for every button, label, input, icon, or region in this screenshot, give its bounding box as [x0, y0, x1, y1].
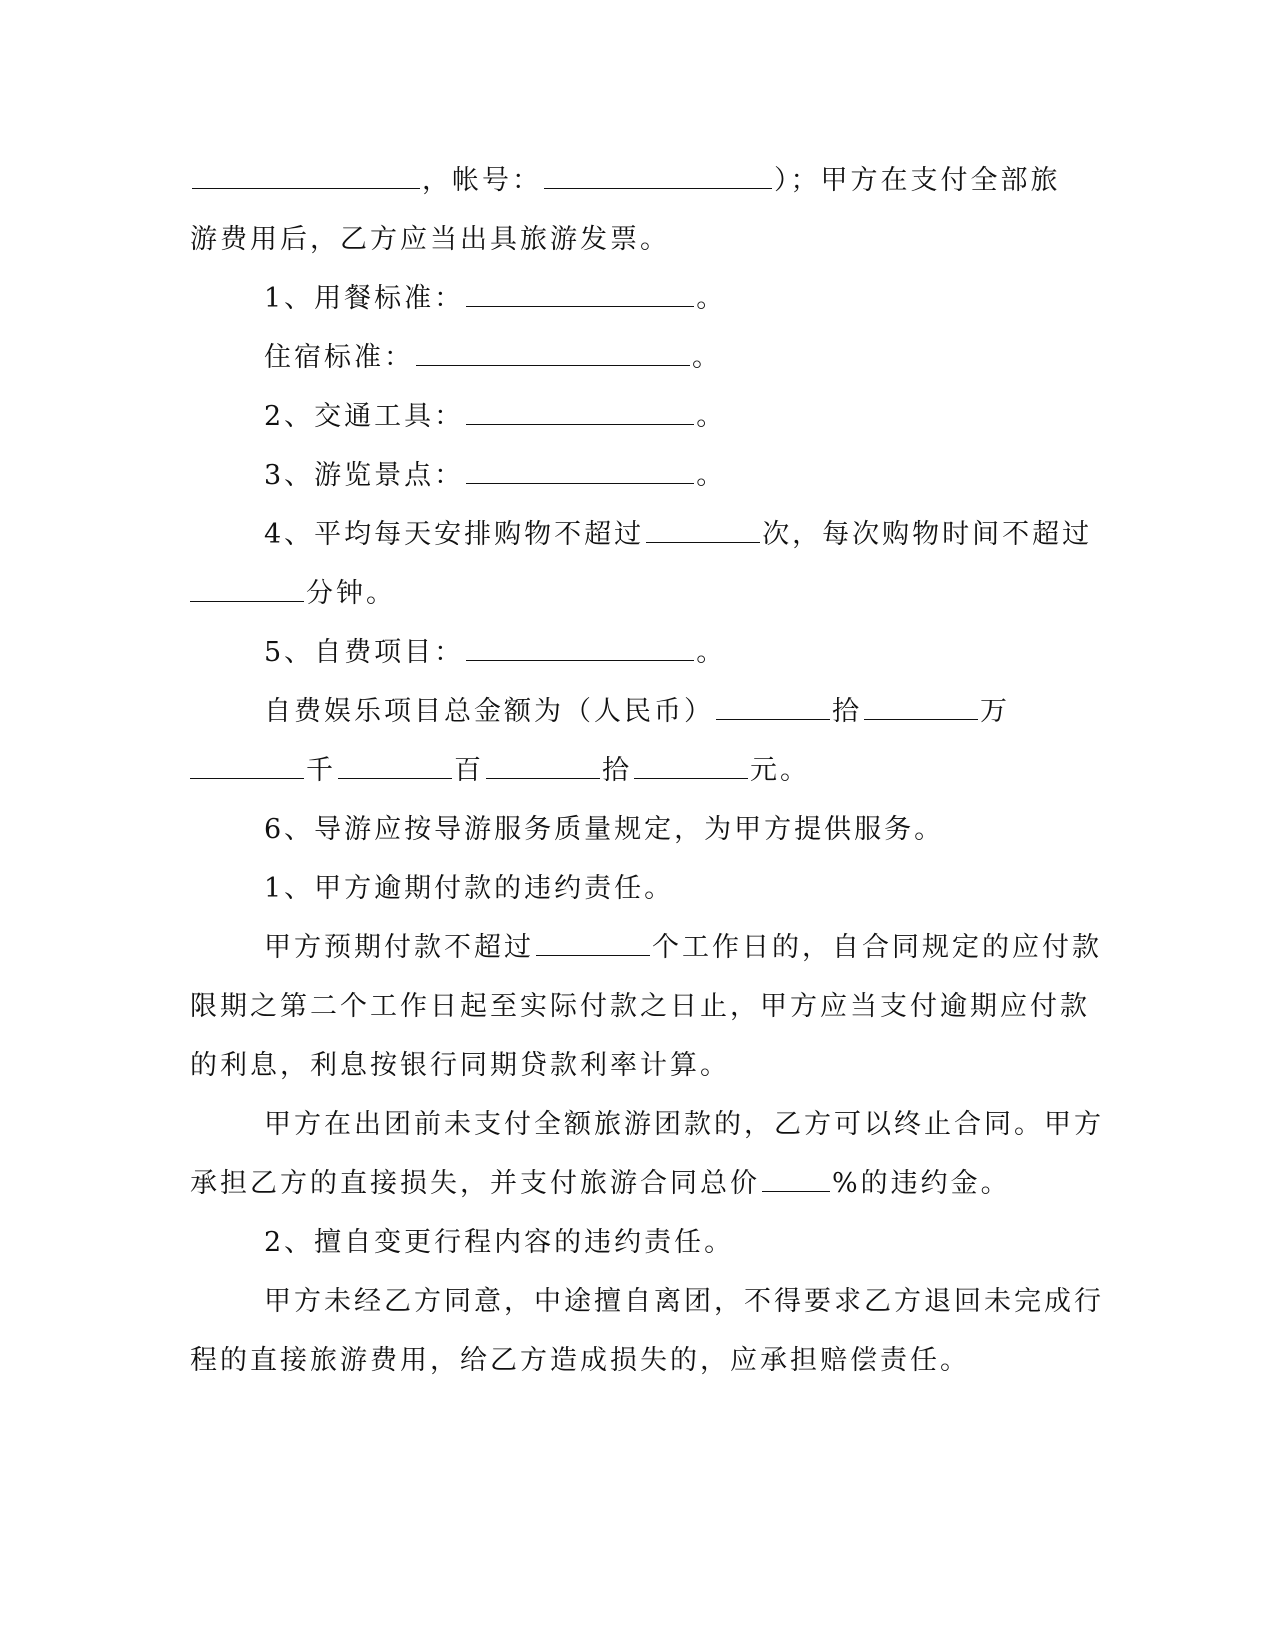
fill-blank[interactable]: [486, 752, 600, 779]
text-line: 甲方在出团前未支付全额旅游团款的，乙方可以终止合同。甲方: [264, 1109, 1104, 1140]
fill-blank[interactable]: [536, 929, 650, 956]
section-heading: 1、甲方逾期付款的违约责任。: [264, 873, 675, 904]
fill-blank[interactable]: [466, 280, 694, 307]
amount-units-line: 千 百 拾 元。: [190, 751, 810, 791]
fill-blank[interactable]: [466, 634, 694, 661]
fill-blank[interactable]: [762, 1165, 830, 1192]
fill-blank[interactable]: [634, 752, 748, 779]
total-amount-line: 自费娱乐项目总金额为（人民币） 拾 万: [264, 692, 1010, 732]
shopping-line: 4、平均每天安排购物不超过 次，每次购物时间不超过: [264, 515, 1092, 555]
text-line: 6、导游应按导游服务质量规定，为甲方提供服务。: [264, 814, 945, 845]
fill-blank[interactable]: [646, 516, 760, 543]
fill-blank[interactable]: [544, 162, 772, 189]
penalty-line: 承担乙方的直接损失，并支付旅游合同总价 %的违约金。: [190, 1164, 1011, 1204]
text-line: 游费用后，乙方应当出具旅游发票。: [190, 224, 670, 255]
fill-blank[interactable]: [416, 339, 690, 366]
late-payment-line: 甲方预期付款不超过 个工作日的，自合同规定的应付款: [264, 928, 1102, 968]
transport-line: 2、交通工具： 。: [264, 397, 726, 437]
text-line: 程的直接旅游费用，给乙方造成损失的，应承担赔偿责任。: [190, 1345, 970, 1376]
meal-standard-line: 1、用餐标准： 。: [264, 279, 726, 319]
fill-blank[interactable]: [864, 693, 978, 720]
text-line: 甲方未经乙方同意，中途擅自离团，不得要求乙方退回未完成行: [264, 1286, 1104, 1317]
fill-blank[interactable]: [466, 457, 694, 484]
shopping-minutes-line: 分钟。: [190, 574, 396, 614]
scenic-spots-line: 3、游览景点： 。: [264, 456, 726, 496]
text-line: 的利息，利息按银行同期贷款利率计算。: [190, 1050, 730, 1081]
self-paid-items-line: 5、自费项目： 。: [264, 633, 726, 673]
fill-blank[interactable]: [190, 752, 304, 779]
text-line: 限期之第二个工作日起至实际付款之日止，甲方应当支付逾期应付款: [190, 991, 1090, 1022]
text-line-account: ，帐号： ）；甲方在支付全部旅: [190, 161, 1061, 201]
fill-blank[interactable]: [192, 162, 420, 189]
lodging-standard-line: 住宿标准： 。: [264, 338, 722, 378]
fill-blank[interactable]: [716, 693, 830, 720]
fill-blank[interactable]: [190, 575, 304, 602]
fill-blank[interactable]: [466, 398, 694, 425]
section-heading: 2、擅自变更行程内容的违约责任。: [264, 1227, 735, 1258]
fill-blank[interactable]: [338, 752, 452, 779]
